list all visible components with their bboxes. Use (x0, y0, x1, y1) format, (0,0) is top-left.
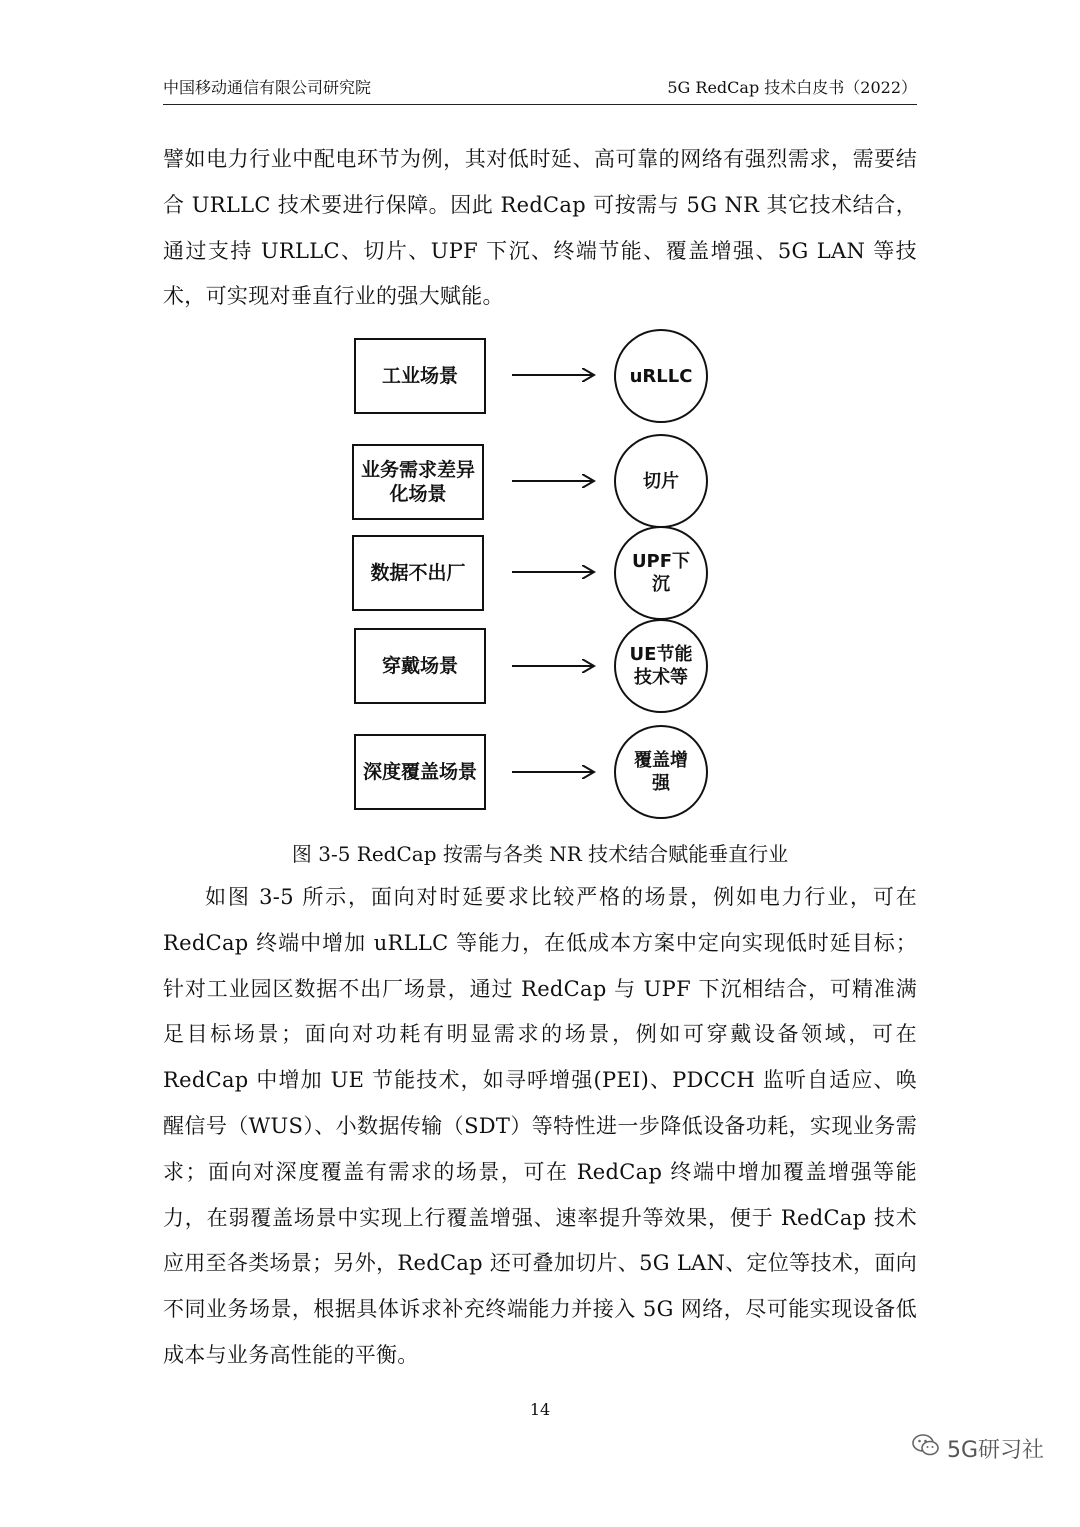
tech-circle-2: 切片 (614, 434, 708, 528)
tech-circle-1: uRLLC (614, 329, 708, 423)
watermark-text: 5G研习社 (946, 1437, 1044, 1463)
scenario-box-2: 业务需求差异化场景 (352, 444, 484, 520)
wechat-icon (911, 1432, 941, 1464)
page-number: 14 (529, 1400, 551, 1419)
body-paragraph: 如图 3-5 所示，面向对时延要求比较严格的场景，例如电力行业，可在 RedCap 终端中增加 uRLLC 等能力，在低成本方案中定向实现低时延目标；针对工业园区数据不出厂场景，通过 RedCap 与 UPF 下沉相结合，可精准满足目标场景；面向对功耗有明显需求的场景，例如可穿戴设备领域，可在 RedCap 中增加 UE 节能技术，如寻呼增强(PEI)、PDCCH 监听自适应、唤醒信号（WUS）、小数据传输（SDT）等特性进一步降低设备功耗，实现业务需求；面向对深度覆盖有需求的场景，可在 RedCap 终端中增加覆盖增强等能力，在弱覆盖场景中实现上行覆盖增强、速率提升等效果，便于 RedCap 技术应用至各类场景；另外，RedCap 还可叠加切片、5G LAN、定位等技术，面向不同业务场景，根据具体诉求补充终端能力并接入 5G 网络，尽可能实现设备低成本与业务高性能的平衡。 (163, 885, 917, 1367)
scenario-box-5: 深度覆盖场景 (354, 734, 486, 810)
watermark (911, 1432, 1044, 1464)
scenario-box-1: 工业场景 (354, 338, 486, 414)
figure-caption: 图 3-5 RedCap 按需与各类 NR 技术结合赋能垂直行业 (291, 842, 789, 866)
header-organization: 中国移动通信有限公司研究院 (163, 78, 372, 97)
scenario-box-4: 穿戴场景 (354, 628, 486, 704)
header-document-title: 5G RedCap 技术白皮书（2022） (667, 78, 917, 97)
tech-circle-5: 覆盖增强 (614, 725, 708, 819)
scenario-box-3: 数据不出厂 (352, 535, 484, 611)
tech-circle-4: UE节能技术等 (614, 619, 708, 713)
page-header (163, 74, 917, 105)
tech-circle-3: UPF下沉 (614, 526, 708, 620)
intro-paragraph: 譬如电力行业中配电环节为例，其对低时延、高可靠的网络有强烈需求，需要结合 URLLC 技术要进行保障。因此 RedCap 可按需与 5G NR 其它技术结合，通过支持 URLLC、切片、UPF 下沉、终端节能、覆盖增强、5G LAN 等技术，可实现对垂直行业的强大赋能。 (163, 147, 917, 309)
